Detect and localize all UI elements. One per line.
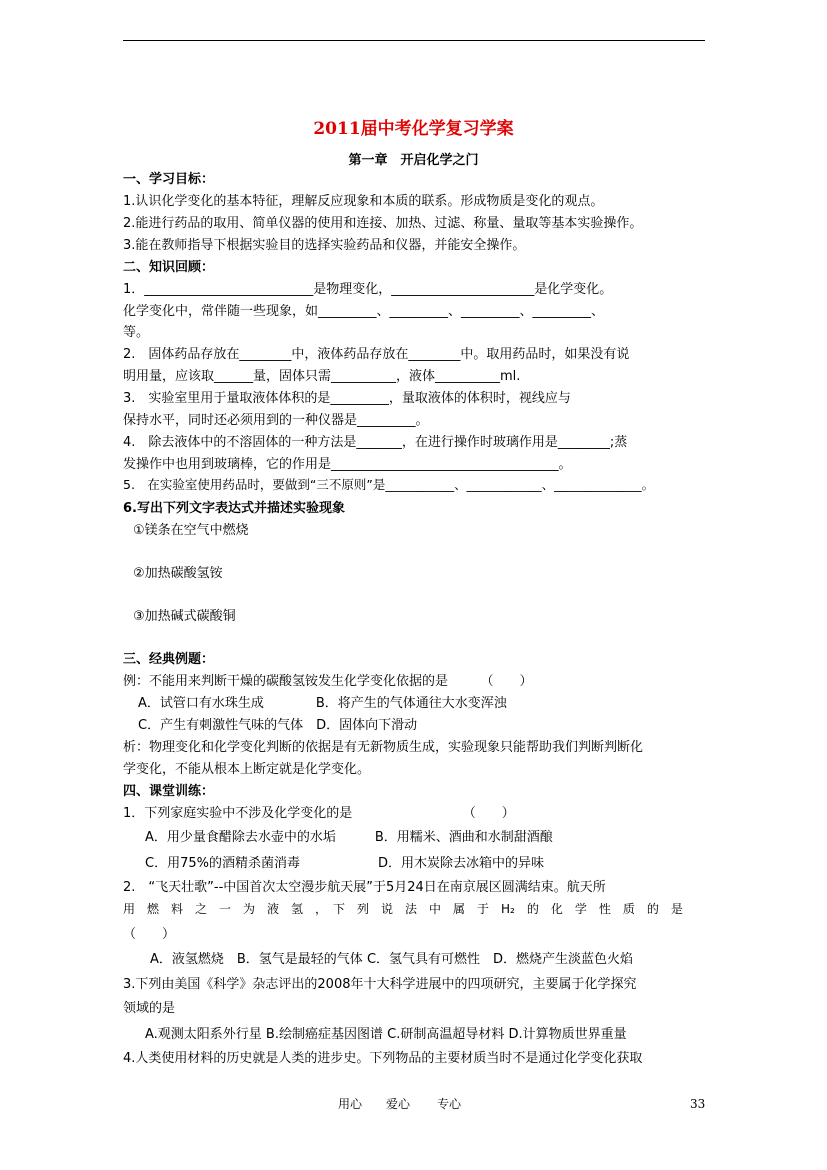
review-subitem: ②加热碳酸氢铵 — [133, 566, 223, 581]
review-line: 发操作中也用到玻璃棒，它的作用是___________________________________。 — [123, 457, 572, 472]
review-line: 1．__________________________是物理变化，______________________是化学变化。 — [123, 282, 613, 297]
section-heading-practice: 四、课堂训练： — [123, 784, 215, 799]
practice-question: （ ） — [123, 927, 176, 942]
footer-text-middle: 爱心 — [386, 1097, 411, 1111]
review-line: 等。 — [123, 325, 150, 340]
practice-question: 领域的是 — [123, 1001, 176, 1016]
goal-1: 1.认识化学变化的基本特征，理解反应现象和本质的联系。形成物质是变化的观点。 — [123, 194, 604, 209]
header-rule — [123, 40, 705, 41]
section-heading-review: 二、知识回顾： — [123, 260, 215, 275]
section-heading-goals: 一、学习目标： — [123, 172, 215, 187]
review-line: 保持水平，同时还必须用到的一种仪器是_________。 — [123, 413, 429, 428]
document-title: 2011届中考化学复习学案 — [313, 119, 514, 139]
goal-3: 3.能在教师指导下根据实验目的选择实验药品和仪器，并能安全操作。 — [123, 238, 526, 253]
review-line: 化学变化中，常伴随一些现象，如_________、_________、_________、_________、 — [123, 304, 605, 319]
goal-2: 2.能进行药品的取用、简单仪器的使用和连接、加热、过滤、称量、量取等基本实验操作。 — [123, 216, 643, 231]
practice-question: 4.人类使用材料的历史就是人类的进步史。下列物品的主要材质当时不是通过化学变化获取 — [123, 1051, 643, 1066]
example-options: A．试管口有水珠生成 B．将产生的气体通往大水变浑浊 — [138, 696, 507, 711]
review-line: 明用量，应该取______量，固体只需__________，液体__________ml. — [123, 369, 521, 384]
page-number: 33 — [690, 1097, 706, 1111]
review-line: 5. 在实验室使用药品时，要做到“三不原则”是___________、____________、______________。 — [123, 477, 655, 492]
practice-question: 3.下列由美国《科学》杂志评出的2008年十大科学进展中的四项研究，主要属于化学探究 — [123, 977, 637, 992]
review-line: 2. 固体药品存放在________中，液体药品存放在________中。取用药品时，如果没有说 — [123, 347, 630, 362]
footer-text-right: 专心 — [437, 1097, 462, 1111]
practice-options: A.观测太阳系外行星 B.绘制癌症基因图谱 C.研制高温超导材料 D.计算物质世界重量 — [145, 1027, 627, 1042]
review-subitem: ①镁条在空气中燃烧 — [133, 523, 249, 538]
practice-question: 用 燃 料 之 一 为 液 氢 ， 下 列 说 法 中 属 于 H₂ 的 化 学 性 质 的 是 — [123, 902, 683, 916]
example-analysis: 学变化，不能从根本上断定就是化学变化。 — [123, 762, 371, 777]
footer-text-left: 用心 — [338, 1097, 363, 1111]
chapter-subtitle: 第一章 开启化学之门 — [348, 153, 479, 168]
practice-options: C．用75%的酒精杀菌消毒 D．用木炭除去冰箱中的异味 — [145, 856, 544, 871]
review-line: 3. 实验室里用于量取液体体积的是_________，量取液体的体积时，视线应与 — [123, 391, 571, 406]
example-analysis: 析：物理变化和化学变化判断的依据是有无新物质生成，实验现象只能帮助我们判断判断化 — [123, 740, 644, 755]
review-subitem: ③加热碱式碳酸铜 — [133, 609, 236, 624]
example-options: C．产生有刺激性气味的气体 D．固体向下滑动 — [138, 718, 418, 733]
practice-options: A．用少量食醋除去水壶中的水垢 B．用糯米、酒曲和水制甜酒酿 — [145, 830, 553, 845]
section-heading-examples: 三、经典例题： — [123, 652, 215, 667]
review-line: 4. 除去液体中的不溶固体的一种方法是_______，在进行操作时玻璃作用是________;蒸 — [123, 435, 628, 450]
practice-question: 1．下列家庭实验中不涉及化学变化的是 （ ） — [123, 806, 515, 821]
practice-question: 2. “飞天壮歌”--中国首次太空漫步航天展”于5月24日在南京展区圆满结束。航天所 — [123, 880, 606, 895]
practice-options: A．液氢燃烧 B．氢气是最轻的气体 C．氢气具有可燃性 D．燃烧产生淡蓝色火焰 — [150, 952, 634, 967]
example-question: 例：不能用来判断干燥的碳酸氢铵发生化学变化依据的是 （ ） — [123, 674, 533, 689]
review-line: 6.写出下列文字表达式并描述实验现象 — [123, 501, 345, 516]
